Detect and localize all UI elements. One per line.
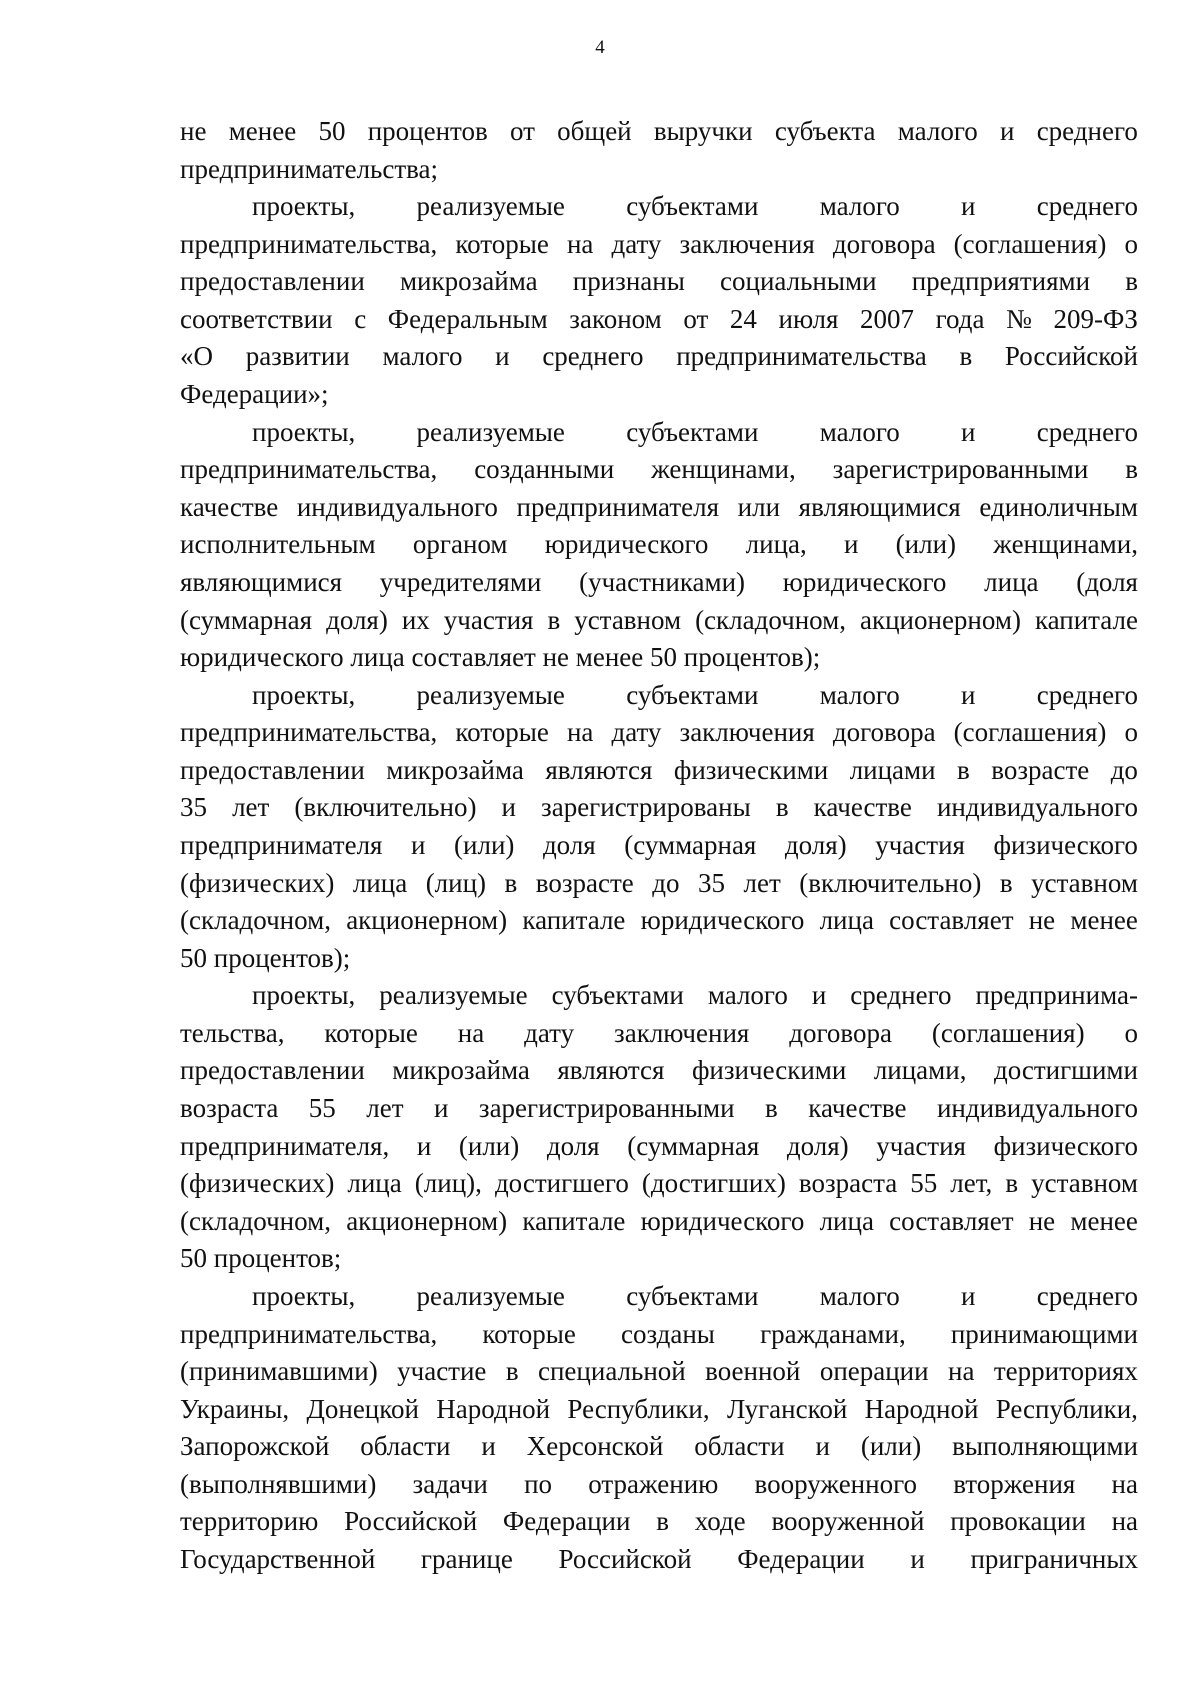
text-line: 50 процентов); xyxy=(180,942,351,973)
text-line xyxy=(180,1391,1138,1429)
word: Государственной xyxy=(180,1543,376,1574)
word: качестве xyxy=(180,491,279,522)
word: вооруженного xyxy=(754,1468,917,1499)
word: специальной xyxy=(538,1356,686,1387)
word: (принимавшими) xyxy=(180,1356,378,1387)
text-line xyxy=(180,263,1138,301)
word: границе xyxy=(420,1543,513,1574)
word: и xyxy=(501,792,516,823)
word: возраста xyxy=(798,1168,898,1199)
word: территориях xyxy=(993,1356,1138,1387)
word: достигшего xyxy=(494,1168,629,1199)
text-line xyxy=(180,526,1138,564)
word: субъектами xyxy=(626,679,759,710)
word: и xyxy=(416,1130,432,1161)
word: вооруженной xyxy=(771,1506,925,1537)
word: участия xyxy=(876,1130,966,1161)
word: проекты, xyxy=(252,416,356,447)
word: приграничных xyxy=(970,1543,1138,1574)
word: их xyxy=(401,604,430,635)
word: предпринимательства, xyxy=(180,717,438,748)
word: женщинами, xyxy=(993,529,1138,560)
word: в xyxy=(775,792,789,823)
word: зарегистрированными xyxy=(832,454,1089,485)
text-line: юридического лица составляет не менее 50 процентов); xyxy=(180,642,821,673)
text-line xyxy=(180,752,1138,790)
word: Российской xyxy=(1004,341,1138,372)
text-line xyxy=(180,1428,1138,1466)
word: лица xyxy=(352,867,408,898)
word: и xyxy=(843,529,859,560)
word: (достигших) xyxy=(641,1168,786,1199)
word: уставном xyxy=(1031,1168,1138,1199)
text-line xyxy=(180,865,1138,903)
word: среднего xyxy=(1036,679,1138,710)
word: малого xyxy=(819,1280,900,1311)
word: лица xyxy=(819,905,874,936)
page-number: 4 xyxy=(595,37,605,58)
word: соответствии xyxy=(180,303,333,334)
word: участия xyxy=(443,604,534,635)
word: заключения xyxy=(679,717,815,748)
word: доля) xyxy=(326,604,388,635)
word: на xyxy=(457,1017,485,1048)
word: среднего xyxy=(1036,191,1138,222)
word: уставном xyxy=(574,604,682,635)
word: Федеральным xyxy=(387,303,548,334)
word: предпринимательства xyxy=(676,341,927,372)
text-line xyxy=(180,1353,1138,1391)
word: (физических) xyxy=(180,1168,335,1199)
word: реализуемые xyxy=(416,191,565,222)
word: (или) xyxy=(895,529,957,560)
word: физическими xyxy=(691,1055,847,1086)
word: реализуемые xyxy=(416,1280,565,1311)
word: предпринимательства, xyxy=(180,1318,438,1349)
word: менее xyxy=(228,116,297,146)
word: 35 xyxy=(180,792,207,823)
word: процентов xyxy=(367,116,488,146)
word: 55 xyxy=(308,1093,336,1124)
text-line xyxy=(180,902,1138,940)
word: проекты, xyxy=(252,191,356,222)
word: предпринимателя, xyxy=(180,1130,390,1161)
word: доля) xyxy=(786,1130,849,1161)
word: с xyxy=(354,303,367,334)
word: в xyxy=(1125,454,1138,485)
word: Республики, xyxy=(567,1393,710,1424)
word: достигшими xyxy=(993,1055,1138,1086)
word: субъектами xyxy=(626,191,759,222)
word: возрасте xyxy=(535,867,634,898)
word: которые xyxy=(324,1017,418,1048)
text-line: Федерации»; xyxy=(180,379,329,410)
text-line xyxy=(180,1203,1138,1241)
word: лет xyxy=(232,792,270,823)
word: (или) xyxy=(458,1130,520,1161)
word: в xyxy=(505,1356,519,1387)
text-line: 50 процентов; xyxy=(180,1243,342,1274)
word: принимающими xyxy=(950,1318,1138,1349)
word: возраста xyxy=(180,1093,279,1124)
word: и xyxy=(961,416,976,447)
word: физическими xyxy=(673,754,829,785)
word: малого xyxy=(819,191,900,222)
word: капитале xyxy=(522,1205,626,1236)
word: (выполнявшими) xyxy=(180,1468,377,1499)
word: в xyxy=(765,1093,778,1124)
word: и xyxy=(961,191,976,222)
word: доля) xyxy=(784,829,847,860)
word: Республики, xyxy=(995,1393,1138,1424)
word: являются xyxy=(545,754,653,785)
word: в xyxy=(504,867,518,898)
word: микрозайма xyxy=(399,266,538,297)
word: качестве xyxy=(808,1093,907,1124)
word: капитале xyxy=(522,905,626,936)
word: в xyxy=(959,341,973,372)
word: (суммарная xyxy=(627,1130,760,1161)
word: и xyxy=(495,341,510,372)
word: социальными xyxy=(720,266,877,297)
text-line xyxy=(180,827,1138,865)
word: единоличным xyxy=(979,491,1138,522)
word: от xyxy=(683,303,709,334)
word: Федерации xyxy=(737,1543,865,1574)
text-line xyxy=(180,1128,1138,1166)
word: участия xyxy=(875,829,965,860)
word: акционерном) xyxy=(346,905,508,936)
word: предоставлении xyxy=(180,266,365,297)
word: договора xyxy=(832,717,936,748)
word: гражданами, xyxy=(760,1318,906,1349)
word: или xyxy=(737,491,781,522)
text-line xyxy=(180,1052,1138,1090)
word: на xyxy=(566,717,594,748)
word: микрозайма xyxy=(386,754,524,785)
word: 50 xyxy=(318,116,346,146)
word: (суммарная xyxy=(180,604,313,635)
word: 55 xyxy=(910,1168,938,1199)
text-line xyxy=(180,414,1138,452)
word: которые xyxy=(482,1318,576,1349)
word: и xyxy=(411,829,426,860)
word: в xyxy=(656,1506,669,1537)
word: лет, xyxy=(950,1168,993,1199)
word: предпринимателя xyxy=(516,491,720,522)
word: уставном xyxy=(1031,867,1138,898)
word: тельства, xyxy=(180,1017,285,1048)
word: (физических) xyxy=(180,867,335,898)
text-line xyxy=(180,977,1138,1015)
text-line xyxy=(180,1316,1138,1354)
word: ходе xyxy=(694,1506,746,1537)
word: заключения xyxy=(679,228,815,259)
text-line xyxy=(180,677,1138,715)
word: юридического xyxy=(640,1205,805,1236)
word: провокации xyxy=(950,1506,1086,1537)
word: не xyxy=(1028,1205,1056,1236)
word: (лиц) xyxy=(425,867,487,898)
word: женщинами, xyxy=(651,454,796,485)
word: и xyxy=(481,1431,496,1462)
word: операции xyxy=(819,1356,929,1387)
word: на xyxy=(566,228,594,259)
word: лет xyxy=(366,1093,404,1124)
text-line xyxy=(180,714,1138,752)
text-line xyxy=(180,113,1138,151)
word: и xyxy=(433,1093,449,1124)
word: не xyxy=(1028,905,1056,936)
word: субъектами xyxy=(626,416,759,447)
word: законом xyxy=(569,303,662,334)
word: предоставлении xyxy=(180,1055,365,1086)
word: акционерном) xyxy=(860,604,1021,635)
text-line xyxy=(180,301,1138,339)
word: заключения xyxy=(614,1017,750,1048)
word: года xyxy=(935,303,985,334)
word: (суммарная xyxy=(624,829,757,860)
word: проекты, xyxy=(252,1280,356,1311)
word: Российской xyxy=(344,1506,478,1537)
word: проекты, xyxy=(252,679,356,710)
word: дату xyxy=(611,717,662,748)
word: органом xyxy=(412,529,508,560)
word: Донецкой xyxy=(306,1393,419,1424)
word: учредителями xyxy=(379,566,542,597)
word: менее xyxy=(1070,905,1138,936)
word: в xyxy=(1005,1168,1019,1199)
text-line xyxy=(180,451,1138,489)
word: развитии xyxy=(245,341,350,372)
word: от xyxy=(509,116,535,146)
word: и xyxy=(815,1431,830,1462)
word: являющимися xyxy=(180,566,343,597)
text-line xyxy=(180,1466,1138,1504)
word: физического xyxy=(993,1130,1138,1161)
word: общей xyxy=(557,116,632,146)
text-line xyxy=(180,1278,1138,1316)
word: Российской xyxy=(558,1543,692,1574)
word: являются xyxy=(557,1055,665,1086)
word: Украины, xyxy=(180,1393,290,1424)
word: (включительно) xyxy=(799,867,982,898)
word: (складочном, xyxy=(695,604,847,635)
word: среднего xyxy=(850,980,952,1011)
word: (соглашения) xyxy=(953,228,1107,259)
word: (складочном, xyxy=(180,1205,331,1236)
word: являющимися xyxy=(798,491,961,522)
word: в xyxy=(999,867,1013,898)
word: составляет xyxy=(889,1205,1014,1236)
word: не xyxy=(180,116,207,146)
word: субъектами xyxy=(551,980,684,1011)
word: качестве xyxy=(813,792,912,823)
word: лица xyxy=(984,566,1039,597)
word: лицами, xyxy=(873,1055,967,1086)
word: отражению xyxy=(588,1468,719,1499)
word: лет xyxy=(743,867,781,898)
word: по xyxy=(524,1468,553,1499)
word: составляет xyxy=(889,905,1014,936)
word: микрозайма xyxy=(392,1055,530,1086)
word: (или) xyxy=(860,1431,922,1462)
word: 24 xyxy=(729,303,757,334)
word: на xyxy=(1111,1506,1138,1537)
word: области xyxy=(694,1431,785,1462)
word: физического xyxy=(993,829,1138,860)
word: возрасте xyxy=(991,754,1090,785)
word: реализуемые xyxy=(416,679,565,710)
word: Херсонской xyxy=(526,1431,664,1462)
word: о xyxy=(1124,1017,1138,1048)
word: которые xyxy=(455,228,549,259)
text-line xyxy=(180,789,1138,827)
text-line xyxy=(180,1503,1138,1541)
word: индивидуального xyxy=(936,792,1138,823)
text-line xyxy=(180,1015,1138,1053)
word: (складочном, xyxy=(180,905,331,936)
word: 2007 xyxy=(860,303,915,334)
text-line xyxy=(180,1090,1138,1128)
word: субъекта xyxy=(774,116,876,146)
text-line xyxy=(180,564,1138,602)
word: до xyxy=(1110,754,1138,785)
word: зарегистрированы xyxy=(541,792,751,823)
word: о xyxy=(1124,717,1138,748)
word: предпринимателя xyxy=(180,829,383,860)
word: № xyxy=(1006,303,1032,334)
word: (включительно) xyxy=(294,792,477,823)
word: лица, xyxy=(745,529,807,560)
word: юридического xyxy=(544,529,709,560)
word: юридического xyxy=(782,566,947,597)
word: реализуемые xyxy=(416,416,565,447)
word: на xyxy=(1111,1468,1138,1499)
word: 35 xyxy=(698,867,726,898)
word: индивидуального xyxy=(936,1093,1138,1124)
word: среднего xyxy=(542,341,644,372)
word: участие xyxy=(397,1356,487,1387)
word: акционерном) xyxy=(346,1205,508,1236)
word: дату xyxy=(611,228,662,259)
word: малого xyxy=(382,341,463,372)
word: вторжения xyxy=(953,1468,1076,1499)
word: выполняющими xyxy=(952,1431,1138,1462)
word: задачи xyxy=(412,1468,488,1499)
word: зарегистрированными xyxy=(478,1093,735,1124)
word: 209-ФЗ xyxy=(1053,303,1138,334)
word: договора xyxy=(789,1017,892,1048)
word: предоставлении xyxy=(180,754,365,785)
text-line xyxy=(180,1165,1138,1203)
text-line xyxy=(180,489,1138,527)
text-line xyxy=(180,226,1138,264)
word: юридического xyxy=(640,905,805,936)
word: лицами xyxy=(849,754,936,785)
text-line xyxy=(180,338,1138,376)
word: лица xyxy=(347,1168,402,1199)
text-line xyxy=(180,188,1138,226)
word: предпринимательства, xyxy=(180,454,438,485)
word: (доля xyxy=(1076,566,1138,597)
word: предпринима- xyxy=(975,980,1138,1011)
word: которые xyxy=(455,717,549,748)
word: Народной xyxy=(436,1393,551,1424)
word: военной xyxy=(705,1356,801,1387)
word: малого xyxy=(897,116,978,146)
word: проекты, xyxy=(252,980,356,1011)
word: территорию xyxy=(180,1506,319,1537)
word: лица xyxy=(819,1205,874,1236)
word: среднего xyxy=(1036,1280,1138,1311)
word: исполнительным xyxy=(180,529,376,560)
word: (соглашения) xyxy=(953,717,1107,748)
word: доля xyxy=(546,1130,600,1161)
word: и xyxy=(961,679,976,710)
word: Луганской xyxy=(726,1393,848,1424)
word: договора xyxy=(832,228,936,259)
word: субъектами xyxy=(626,1280,759,1311)
word: на xyxy=(948,1356,975,1387)
word: индивидуального xyxy=(296,491,498,522)
word: области xyxy=(360,1431,451,1462)
word: (лиц), xyxy=(414,1168,482,1199)
word: малого xyxy=(819,679,900,710)
word: и xyxy=(910,1543,925,1574)
word: (участниками) xyxy=(579,566,746,597)
word: выручки xyxy=(653,116,753,146)
text-line: предпринимательства; xyxy=(180,153,439,184)
word: Народной xyxy=(864,1393,979,1424)
word: и xyxy=(1000,116,1015,146)
word: малого xyxy=(819,416,900,447)
word: среднего xyxy=(1036,116,1138,146)
word: малого xyxy=(707,980,788,1011)
word: капитале xyxy=(1034,604,1138,635)
word: среднего xyxy=(1036,416,1138,447)
word: в xyxy=(547,604,561,635)
word: созданными xyxy=(474,454,615,485)
word: (или) xyxy=(454,829,515,860)
word: Запорожской xyxy=(180,1431,330,1462)
word: в xyxy=(957,754,970,785)
word: и xyxy=(811,980,827,1011)
word: дату xyxy=(524,1017,575,1048)
text-line xyxy=(180,602,1138,640)
word: и xyxy=(961,1280,976,1311)
word: до xyxy=(652,867,680,898)
word: предприятиями xyxy=(911,266,1091,297)
word: июля xyxy=(778,303,839,334)
word: доля xyxy=(542,829,596,860)
word: реализуемые xyxy=(379,980,528,1011)
word: «О xyxy=(180,341,213,372)
text-line xyxy=(180,1541,1138,1579)
word: признаны xyxy=(572,266,685,297)
word: в xyxy=(1125,266,1138,297)
word: менее xyxy=(1070,1205,1138,1236)
document-body xyxy=(180,113,1138,1579)
word: (соглашения) xyxy=(931,1017,1085,1048)
word: созданы xyxy=(620,1318,715,1349)
word: предпринимательства, xyxy=(180,228,438,259)
word: о xyxy=(1124,228,1138,259)
word: Федерации xyxy=(502,1506,631,1537)
